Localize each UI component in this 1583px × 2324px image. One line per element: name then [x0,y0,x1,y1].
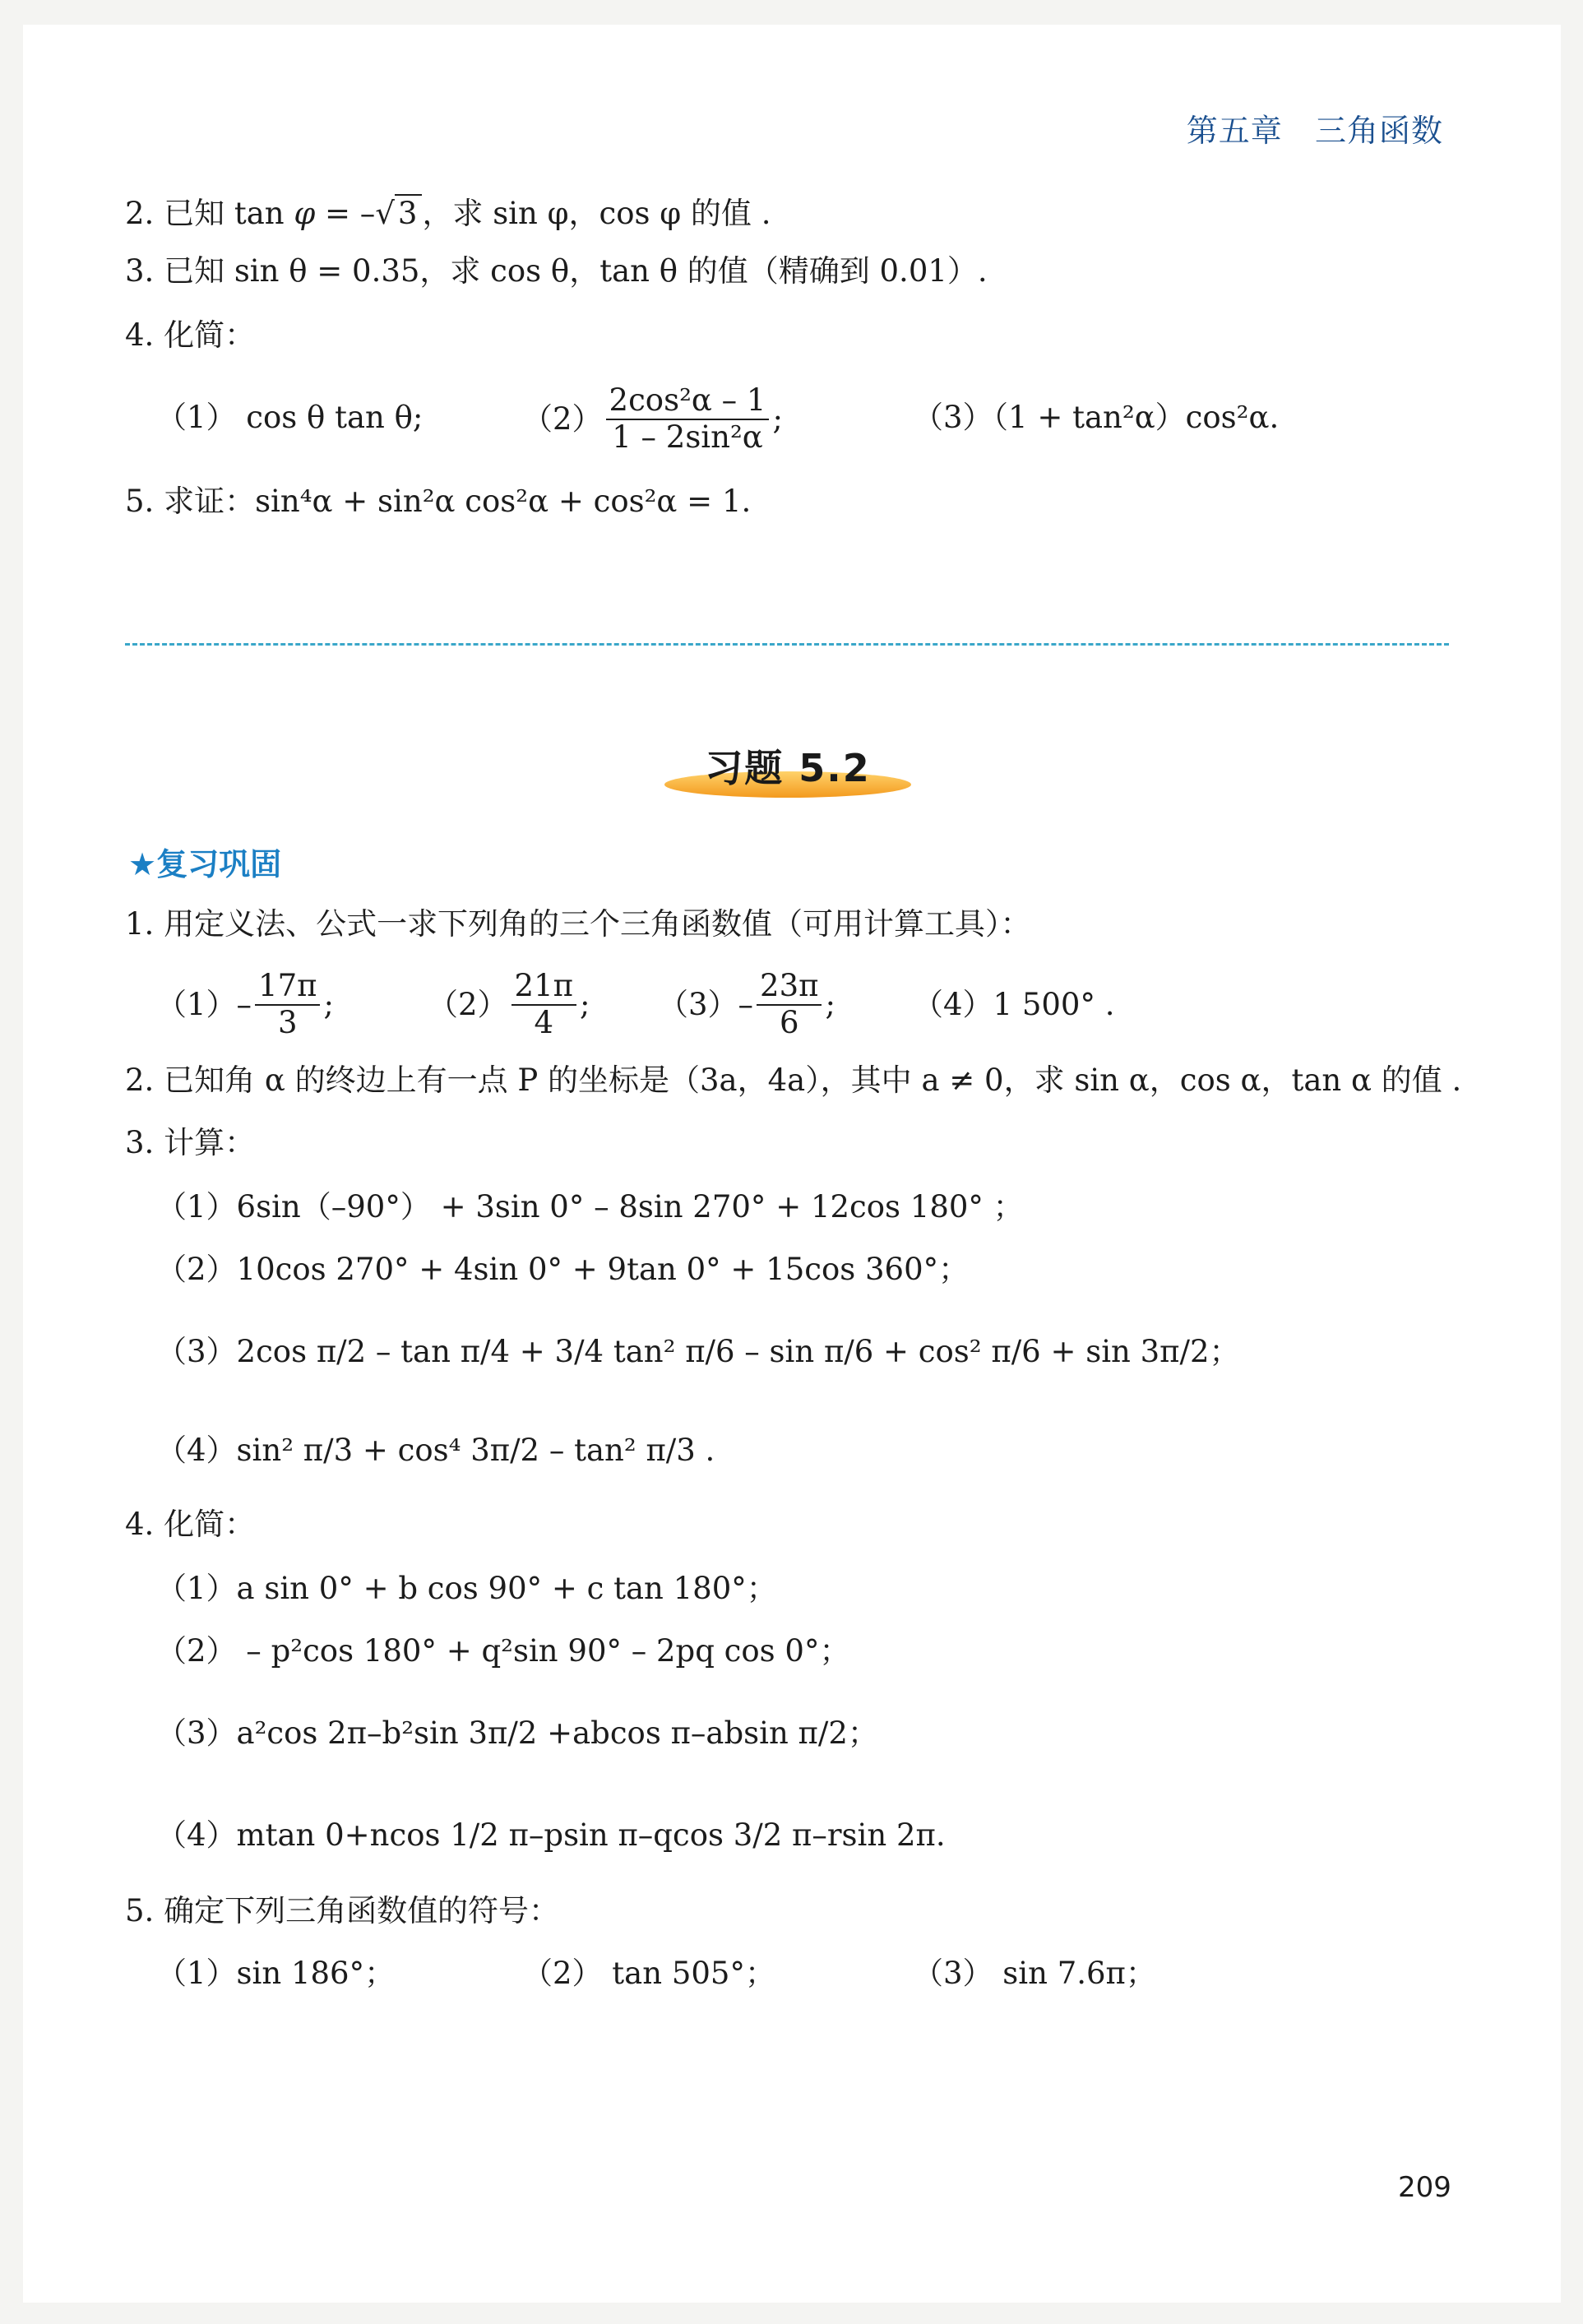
ex1-title: 1. 用定义法、公式一求下列角的三个三角函数值（可用计算工具）： [125,906,1031,942]
exercise-q3: 3. 已知 sin θ = 0.35，求 cos θ，tan θ 的值（精确到 0.01）. [125,253,988,289]
ex4-part4: （4）mtan 0+ncos 1/2 π–psin π–qcos 3/2 π–rsin 2π. [156,1817,946,1853]
section-heading: ★复习巩固 [128,846,282,882]
exercise-q2: 2. 已知 tan φ = –√ 3 ，求 sin φ，cos φ 的值 . [125,196,771,231]
ex3-part1: （1）6sin（–90°） + 3sin 0° – 8sin 270° + 12cos 180° ； [156,1189,1024,1224]
ex4-part1: （1）a sin 0° + b cos 90° + c tan 180°； [156,1571,777,1606]
exercise-q4-part3: （3）（1 + tan²α）cos²α. [913,400,1280,435]
ex5-part1: （1）sin 186°； [156,1956,396,1991]
exercise-q5: 5. 求证：sin⁴α + sin²α cos²α + cos²α = 1. [125,484,752,519]
ex1-part1: （1）– $\frac{17\pi}{3}$ ; [156,968,334,1040]
exercise-set-badge [664,738,911,801]
ex1-part2: （2） $\frac{21\pi}{4}$ ; [428,968,590,1040]
ex5-part2: （2） tan 505°； [522,1956,775,1991]
ex4-part3: （3）a²cos 2π–b²sin 3π/2 +abcos π–absin π/2； [156,1715,878,1751]
chapter-title: 三角函数 [1314,113,1443,149]
page-number: 209 [1398,2171,1451,2204]
chapter-header [1187,105,1443,150]
ex3-part3: （3）2cos π/2 – tan π/4 + 3/4 tan² π/6 – sin π/6 + cos² π/6 + sin 3π/2； [156,1334,1240,1369]
ex4-title: 4. 化简： [125,1507,256,1542]
exercise-q4-part1: （1） cos θ tan θ; [156,400,424,435]
chapter-label: 第五章 [1186,113,1283,149]
badge-label: 习题 5.2 [705,746,871,790]
ex4-part2: （2） – p²cos 180° + q²sin 90° – 2pq cos 0°； [156,1633,850,1669]
sqrt-symbol: √ [375,196,395,231]
section-divider [125,643,1449,646]
ex3-part2: （2）10cos 270° + 4sin 0° + 9tan 0° + 15cos 360°； [156,1252,970,1287]
exercise-q4-part2: （2） $\frac{\text{2cos²α – 1}}{\text{1 – 2sin²α}}$ ; [522,382,783,455]
ex5-title: 5. 确定下列三角函数值的符号： [125,1893,560,1928]
ex1-part4: （4）1 500° . [913,987,1115,1022]
exercise-q4-title: 4. 化简： [125,317,256,353]
ex3-part4: （4）sin² π/3 + cos⁴ 3π/2 – tan² π/3 . [156,1433,715,1468]
ex2: 2. 已知角 α 的终边上有一点 P 的坐标是（3a，4a），其中 a ≠ 0，求 sin α，cos α，tan α 的值 . [125,1062,1462,1098]
ex3-title: 3. 计算： [125,1125,256,1160]
ex5-part3: （3） sin 7.6π； [913,1956,1156,1991]
ex1-part3: （3）– $\frac{23\pi}{6}$ ; [658,968,835,1040]
